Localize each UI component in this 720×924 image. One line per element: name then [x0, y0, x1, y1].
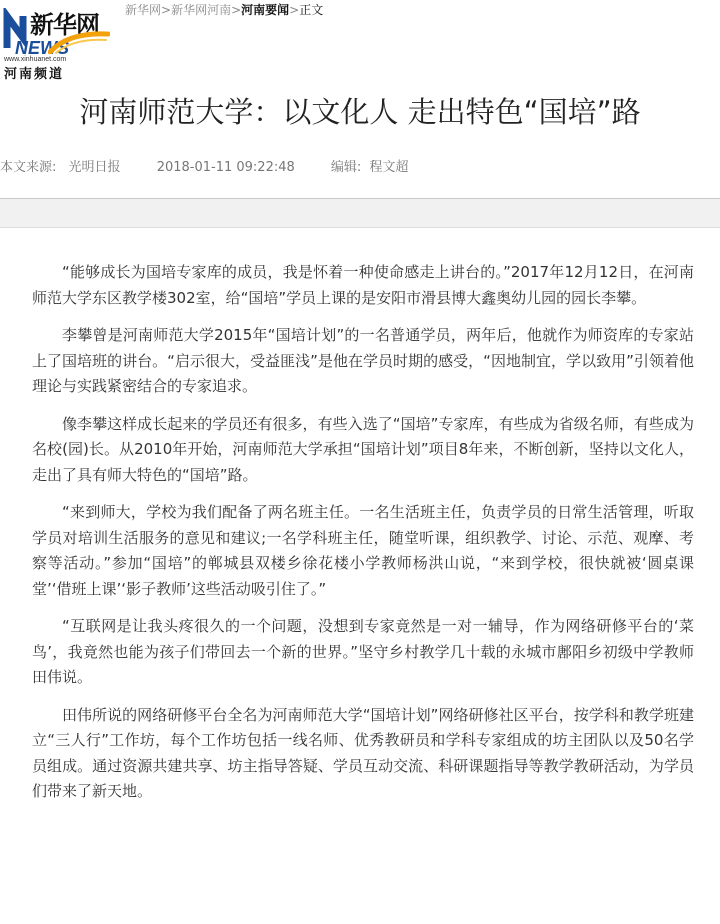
breadcrumb-xinhuanet[interactable]: 新华网 [125, 3, 162, 17]
article-body [32, 260, 694, 817]
xinhua-logo[interactable] [0, 0, 124, 80]
article-paragraph: 田伟所说的网络研修平台全名为河南师范大学“国培计划”网络研修社区平台，按学科和教学班建立“三人行”工作坊，每个工作坊包括一线名师、优秀教研员和学科专家组成的坊主团队以及50名学员组成。通过资源共建共享、坊主指导答疑、学员互动交流、科研课题指导等教学教研活动，为学员们带来了新天地。 [32, 705, 694, 800]
breadcrumb-henan[interactable]: 新华网河南 [171, 3, 232, 17]
logo-news-text: NEWS [15, 38, 69, 58]
logo-brand-text: 新华网 [30, 11, 99, 39]
article-paragraph: “互联网是让我头疼很久的一个问题，没想到专家竟然是一对一辅导，作为网络研修平台的‘菜鸟’，我竟然也能为孩子们带回去一个新的世界。”坚守乡村教学几十载的永城市鄌阳乡初级中学教师田伟说。 [32, 617, 694, 686]
breadcrumb-current: 正文 [299, 3, 324, 17]
article-paragraph: “能够成长为国培专家库的成员，我是怀着一种使命感走上讲台的。”2017年12月12日，在河南师范大学东区教学楼302室，给“国培”学员上课的是安阳市滑县博大鑫奥幼儿园的园长李攀。 [32, 263, 694, 307]
logo-swoosh-icon [48, 30, 110, 54]
publish-datetime: 2018-01-11 09:22:48 [156, 160, 295, 175]
article-title: 河南师范大学：以文化人 走出特色“国培”路 [79, 95, 641, 129]
toolbar-band [0, 199, 720, 227]
editor-label: 编辑: [330, 160, 362, 175]
logo-channel-name: 河南频道 [4, 67, 65, 82]
article-meta [0, 156, 408, 175]
article-paragraph: 李攀曾是河南师范大学2015年“国培计划”的一名普通学员，两年后，他就作为师资库的专家站上了国培班的讲台。“启示很大，受益匪浅”是他在学员时期的感受，“因地制宜，学以致用”引领着他理论与实践紧密结合的专家追求。 [32, 326, 694, 395]
editor-name: 程文超 [369, 160, 409, 175]
breadcrumb-separator: > [289, 3, 300, 17]
breadcrumb [125, 1, 323, 18]
breadcrumb-separator: > [161, 3, 172, 17]
breadcrumb-section[interactable]: 河南要闻 [241, 3, 290, 17]
logo-site-url: www.xinhuanet.com [4, 56, 67, 63]
article-paragraph: “来到师大，学校为我们配备了两名班主任。一名生活班主任，负责学员的日常生活管理，听取学员对培训生活服务的意见和建议;一名学科班主任，随堂听课，组织教学、讨论、示范、观摩、考察等活动。”参加“国培”的郸城县双楼乡徐花楼小学教师杨洪山说，“来到学校，很快就被‘圆桌课堂’‘借班上课’‘影子教师’这些活动吸引住了。” [32, 503, 694, 598]
breadcrumb-separator: > [231, 3, 242, 17]
source-label: 本文来源: [0, 160, 57, 175]
source-name: 光明日报 [68, 160, 121, 175]
article-paragraph: 像李攀这样成长起来的学员还有很多，有些入选了“国培”专家库，有些成为省级名师，有些成为名校(园)长。从2010年开始，河南师范大学承担“国培计划”项目8年来，不断创新，坚持以文化人，走出了具有师大特色的“国培”路。 [32, 414, 694, 484]
